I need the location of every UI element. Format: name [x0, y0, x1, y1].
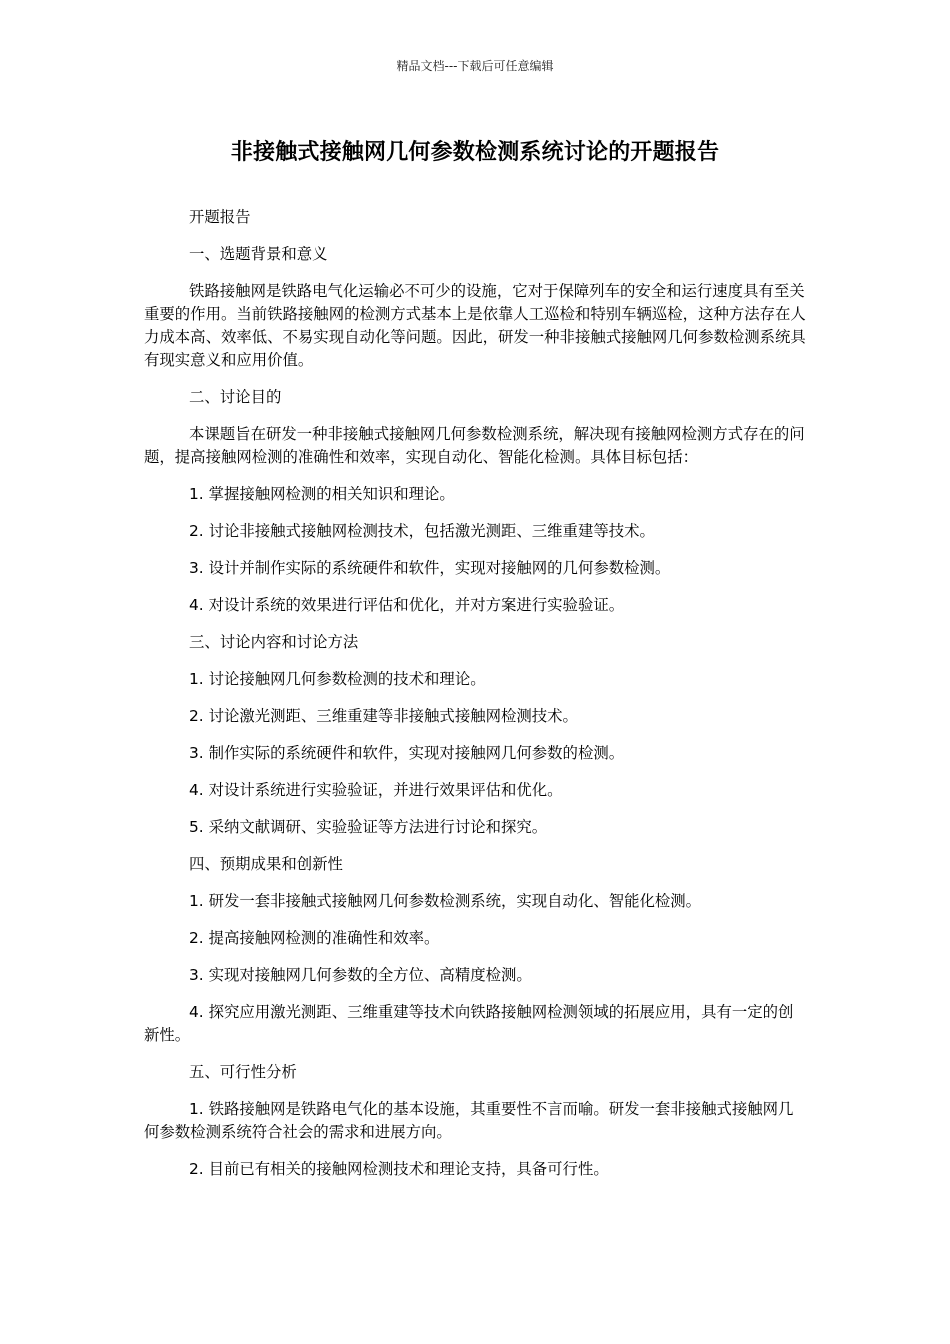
- list-item: 1. 掌握接触网检测的相关知识和理论。: [189, 485, 455, 503]
- list-item: 4. 对设计系统的效果进行评估和优化，并对方案进行实验验证。: [189, 596, 625, 614]
- list-item: 2. 讨论激光测距、三维重建等非接触式接触网检测技术。: [189, 707, 578, 725]
- header-note: 精品文档---下载后可任意编辑: [396, 59, 554, 73]
- heading-report: 开题报告: [189, 208, 251, 226]
- paragraph-background: 铁路接触网是铁路电气化运输必不可少的设施，它对于保障列车的安全和运行速度具有至关重要的作用。当前铁路接触网的检测方式基本上是依靠人工巡检和特别车辆巡检，这种方法存在人力成本高、效率低、不易实现自动化等问题。因此，研发一种非接触式接触网几何参数检测系统具有现实意义和应用价值。: [144, 282, 806, 369]
- list-item: 2. 目前已有相关的接触网检测技术和理论支持，具备可行性。: [189, 1160, 609, 1178]
- section-heading-2: 二、讨论目的: [189, 388, 282, 406]
- section-heading-1: 一、选题背景和意义: [189, 245, 328, 263]
- list-item: 2. 讨论非接触式接触网检测技术，包括激光测距、三维重建等技术。: [189, 522, 655, 540]
- section-heading-3: 三、讨论内容和讨论方法: [189, 633, 359, 651]
- list-item: 1. 研发一套非接触式接触网几何参数检测系统，实现自动化、智能化检测。: [189, 892, 702, 910]
- list-item: 1. 铁路接触网是铁路电气化的基本设施，其重要性不言而喻。研发一套非接触式接触网几何参数检测系统符合社会的需求和进展方向。: [144, 1100, 794, 1141]
- section-heading-4: 四、预期成果和创新性: [189, 855, 343, 873]
- document-title: 非接触式接触网几何参数检测系统讨论的开题报告: [230, 140, 720, 165]
- section-heading-5: 五、可行性分析: [189, 1063, 297, 1081]
- list-item: 4. 对设计系统进行实验验证，并进行效果评估和优化。: [189, 781, 563, 799]
- list-item: 3. 实现对接触网几何参数的全方位、高精度检测。: [189, 966, 532, 984]
- list-item: 3. 制作实际的系统硬件和软件，实现对接触网几何参数的检测。: [189, 744, 625, 762]
- list-item: 4. 探究应用激光测距、三维重建等技术向铁路接触网检测领域的拓展应用，具有一定的创新性。: [144, 1003, 794, 1044]
- list-item: 2. 提高接触网检测的准确性和效率。: [189, 929, 440, 947]
- list-item: 5. 采纳文献调研、实验验证等方法进行讨论和探究。: [189, 818, 548, 836]
- list-item: 1. 讨论接触网几何参数检测的技术和理论。: [189, 670, 486, 688]
- paragraph-purpose: 本课题旨在研发一种非接触式接触网几何参数检测系统，解决现有接触网检测方式存在的问题，提高接触网检测的准确性和效率，实现自动化、智能化检测。具体目标包括：: [144, 425, 805, 466]
- list-item: 3. 设计并制作实际的系统硬件和软件，实现对接触网的几何参数检测。: [189, 559, 671, 577]
- document-body: [144, 206, 806, 1195]
